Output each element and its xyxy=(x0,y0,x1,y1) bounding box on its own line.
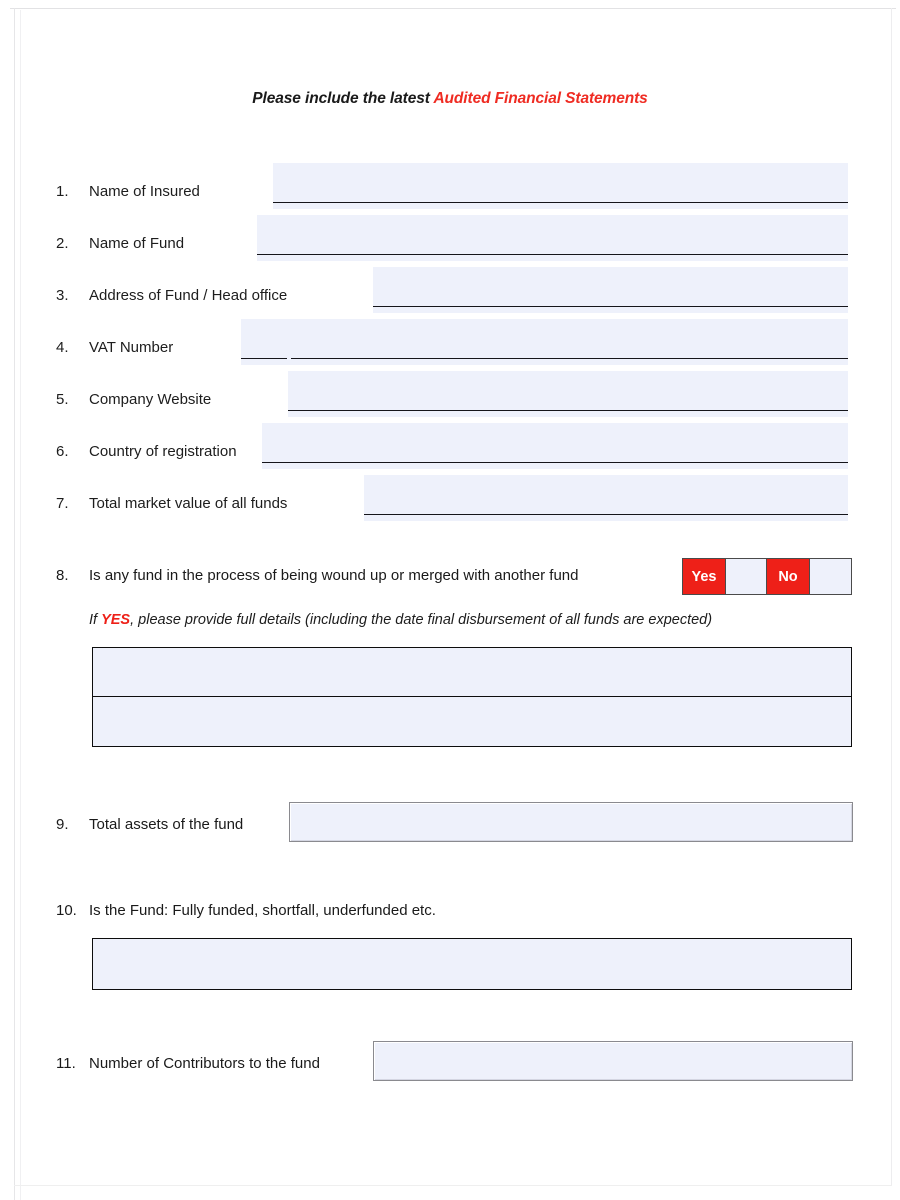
question-10-label: Is the Fund: Fully funded, shortfall, underfunded etc. xyxy=(89,902,436,919)
field-label-3: Address of Fund / Head office xyxy=(89,287,288,304)
page-edge-top xyxy=(10,8,896,9)
field-rule-4b[interactable] xyxy=(291,358,848,359)
page-title xyxy=(0,90,900,108)
question-11-label: Number of Contributors to the fund xyxy=(89,1055,320,1072)
field-number-2: 2. xyxy=(56,235,69,252)
field-row-3 xyxy=(56,267,848,313)
field-rule-7[interactable] xyxy=(364,514,848,515)
page-edge-bottom xyxy=(14,1185,892,1186)
field-number-6: 6. xyxy=(56,443,69,460)
question-11-number: 11. xyxy=(56,1055,76,1072)
field-rule-2[interactable] xyxy=(257,254,848,255)
no-label-cell: No xyxy=(767,559,809,594)
field-label-6: Country of registration xyxy=(89,443,237,460)
question-9-label: Total assets of the fund xyxy=(89,816,244,833)
yes-no-selector xyxy=(682,558,852,595)
field-row-5 xyxy=(56,371,848,417)
field-rule-3[interactable] xyxy=(373,306,848,307)
question-8-subtext-rest: , please provide full details (including the date final disbursement of all funds are expected) xyxy=(130,612,713,628)
question-8-subtext-yes: YES xyxy=(101,612,131,628)
field-row-7 xyxy=(56,475,848,521)
question-9-input[interactable] xyxy=(289,802,853,842)
field-label-7: Total market value of all funds xyxy=(89,495,288,512)
question-8-number: 8. xyxy=(56,567,69,584)
field-number-1: 1. xyxy=(56,183,69,200)
field-number-4: 4. xyxy=(56,339,69,356)
question-10-number: 10. xyxy=(56,902,77,919)
question-11-input[interactable] xyxy=(373,1041,853,1081)
question-8-subtext xyxy=(89,612,712,628)
question-10-answer-box[interactable] xyxy=(92,938,852,990)
question-9-number: 9. xyxy=(56,816,69,833)
field-number-5: 5. xyxy=(56,391,69,408)
question-8-details-line-1[interactable] xyxy=(92,647,852,697)
field-label-4: VAT Number xyxy=(89,339,174,356)
field-row-2 xyxy=(56,215,848,261)
field-number-7: 7. xyxy=(56,495,69,512)
page-edge-left xyxy=(14,8,15,1200)
field-rule-4a[interactable] xyxy=(241,358,287,359)
question-10-answer-line[interactable] xyxy=(92,938,852,990)
field-label-5: Company Website xyxy=(89,391,212,408)
field-row-4 xyxy=(56,319,848,365)
question-8-details-box[interactable] xyxy=(92,647,852,747)
field-rule-1[interactable] xyxy=(273,202,848,203)
page-title-plain: Please include the latest xyxy=(252,90,434,107)
question-8-subtext-prefix: If xyxy=(89,612,102,628)
field-row-1 xyxy=(56,163,848,209)
question-8-label: Is any fund in the process of being wound up or merged with another fund xyxy=(89,567,579,584)
page-title-accent: Audited Financial Statements xyxy=(433,90,648,107)
question-8-row xyxy=(56,558,852,598)
field-row-6 xyxy=(56,423,848,469)
question-8-details-line-2[interactable] xyxy=(92,697,852,747)
field-label-2: Name of Fund xyxy=(89,235,185,252)
field-rule-5[interactable] xyxy=(288,410,848,411)
no-checkbox[interactable] xyxy=(809,559,851,594)
field-rule-6[interactable] xyxy=(262,462,848,463)
page-edge-right xyxy=(891,8,892,1186)
yes-label-cell: Yes xyxy=(683,559,725,594)
field-label-1: Name of Insured xyxy=(89,183,200,200)
yes-checkbox[interactable] xyxy=(725,559,767,594)
field-number-3: 3. xyxy=(56,287,69,304)
page-edge-left-inner xyxy=(20,10,21,1200)
